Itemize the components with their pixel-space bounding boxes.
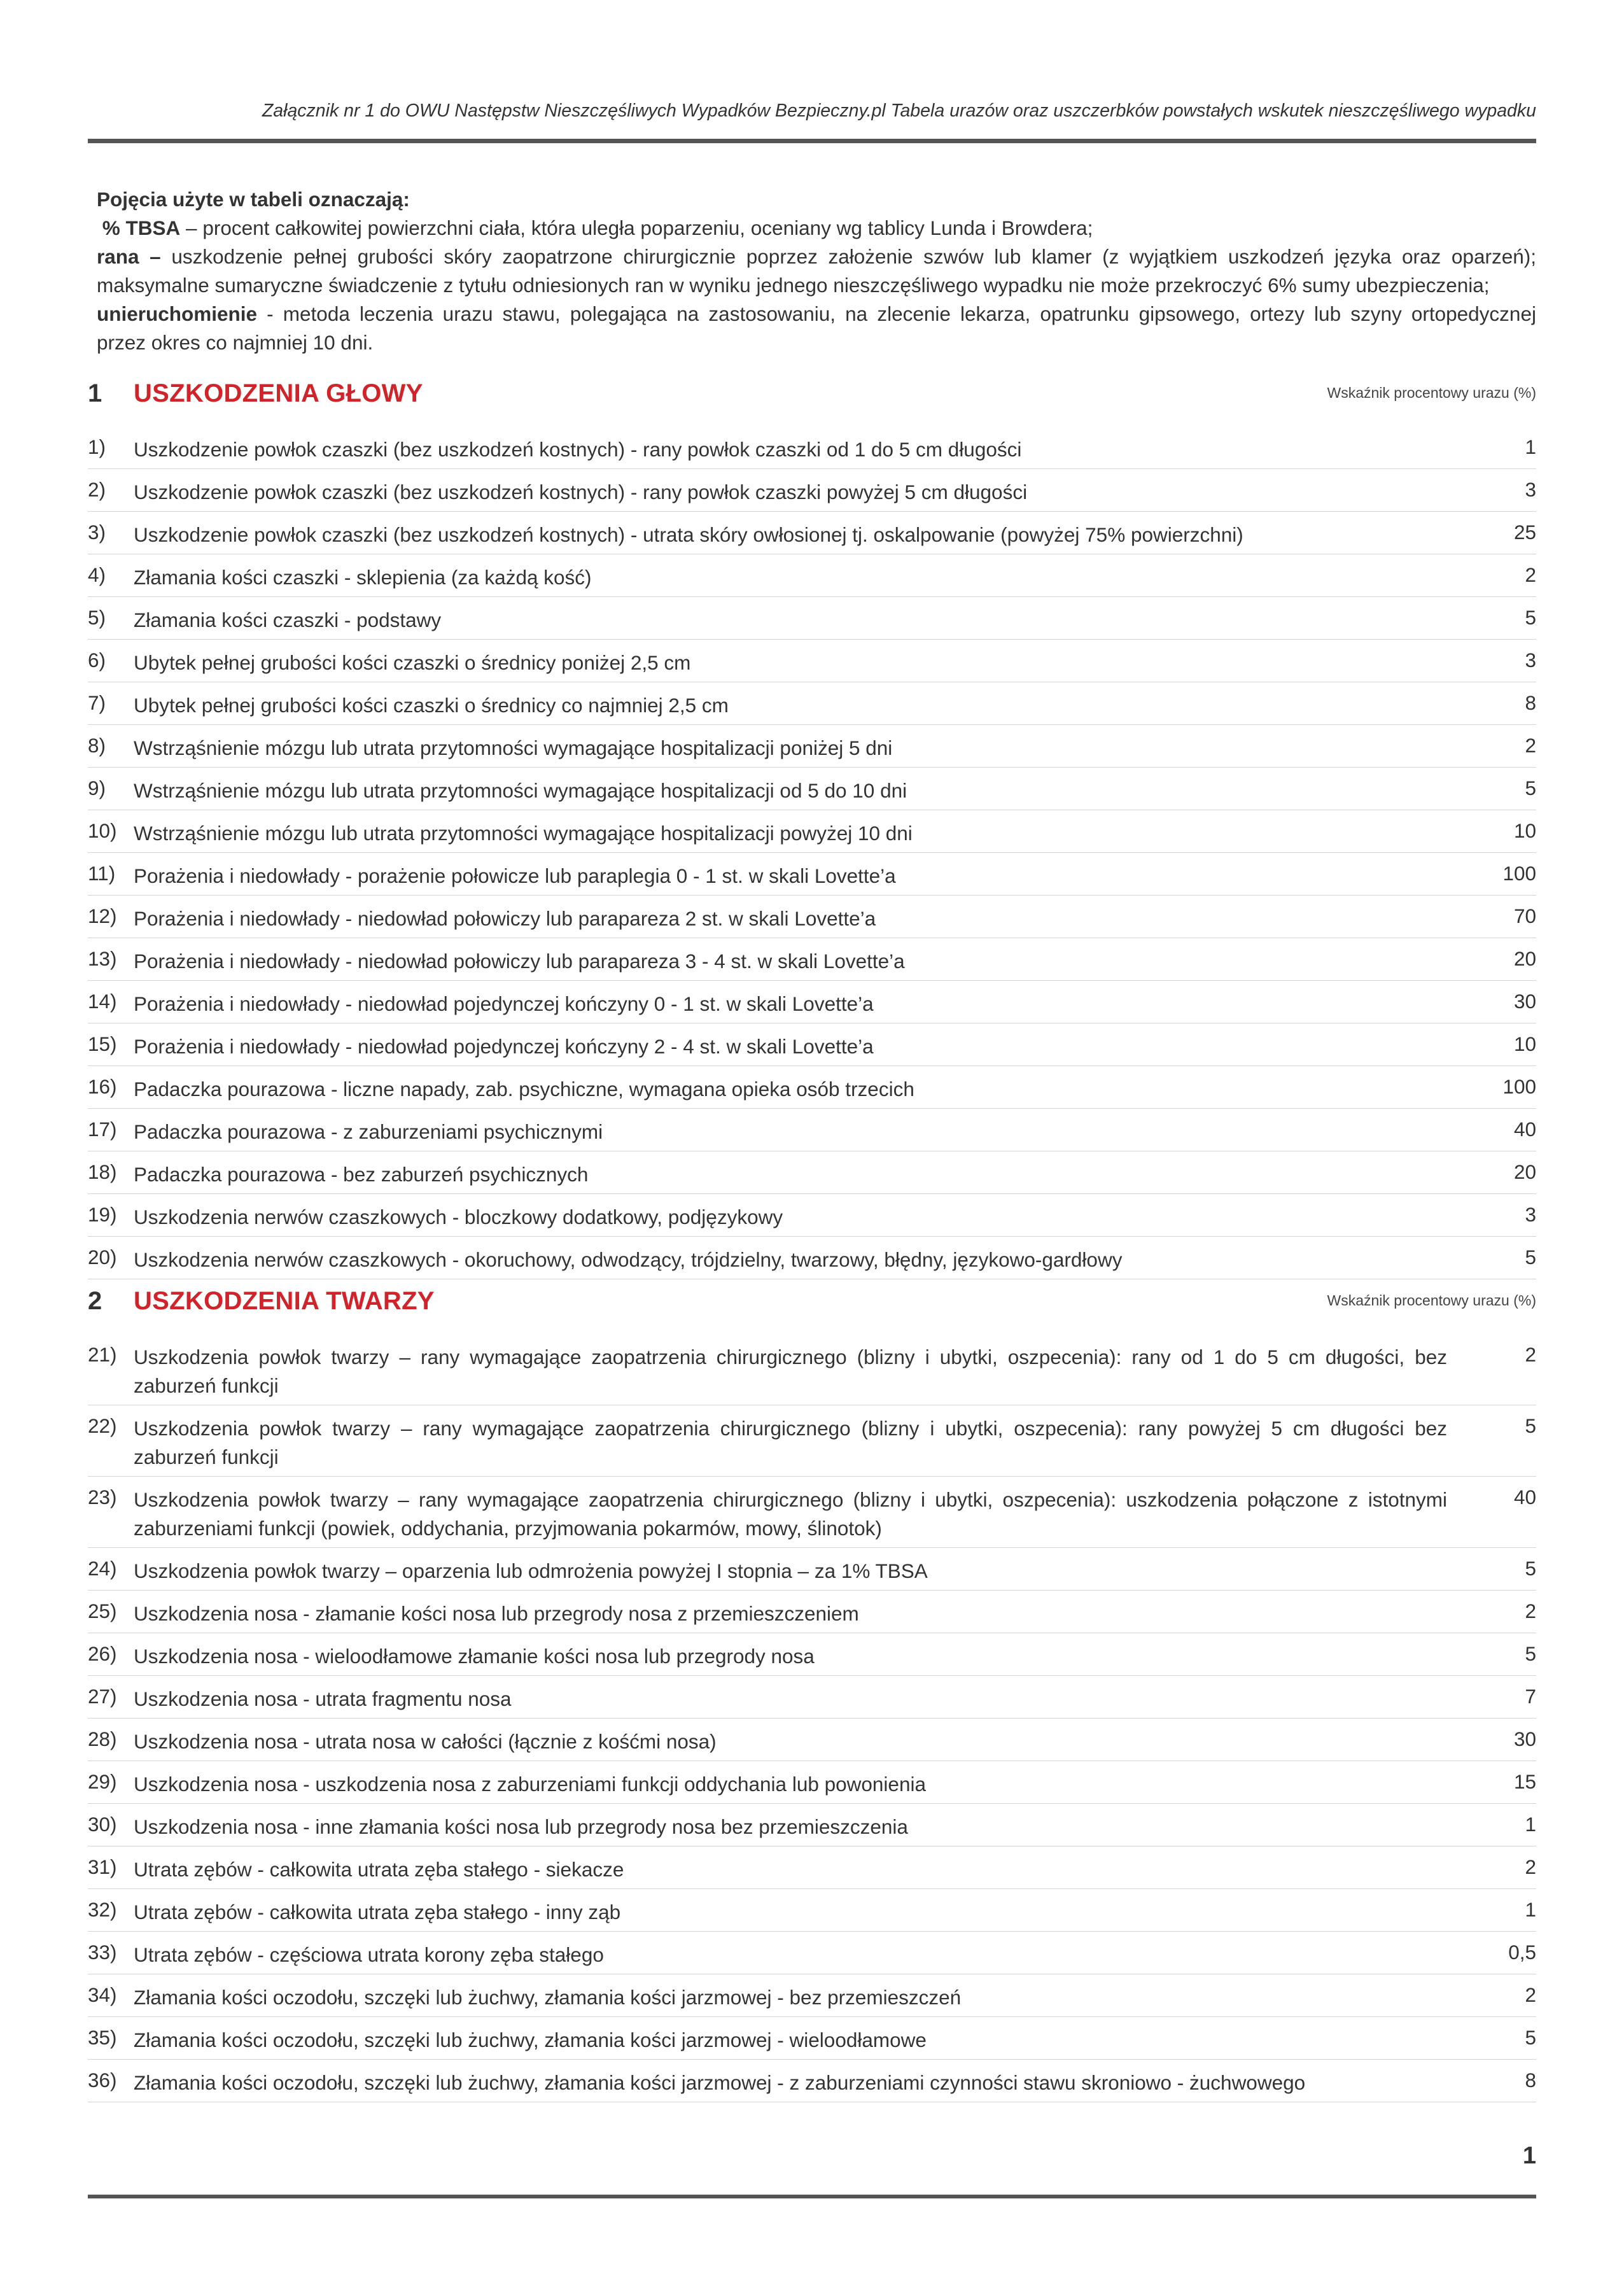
row-description: Uszkodzenia nerwów czaszkowych - bloczkowy dodatkowy, podjęzykowy: [134, 1206, 783, 1228]
row-percentage: 5: [1525, 1557, 1536, 1580]
row-number: 23): [88, 1486, 117, 1508]
row-description: Porażenia i niedowłady - niedowład pojedynczej kończyny 0 - 1 st. w skali Lovette’a: [134, 992, 874, 1015]
table-row: [88, 1334, 1536, 1405]
row-number: 4): [88, 563, 106, 586]
definitions-title: Pojęcia użyte w tabeli oznaczają:: [97, 188, 410, 211]
row-percentage: 5: [1525, 606, 1536, 629]
row-percentage: 5: [1525, 1414, 1536, 1437]
row-number: 11): [88, 862, 116, 885]
row-number: 21): [88, 1343, 117, 1366]
row-percentage: 2: [1525, 1855, 1536, 1878]
row-number: 22): [88, 1414, 117, 1437]
table-row: [88, 810, 1536, 853]
row-number: 19): [88, 1203, 117, 1226]
row-number: 31): [88, 1855, 117, 1878]
row-number: 30): [88, 1813, 117, 1836]
row-percentage: 5: [1525, 777, 1536, 799]
row-description: Wstrząśnienie mózgu lub utrata przytomności wymagające hospitalizacji powyżej 10 dni: [134, 822, 913, 845]
row-number: 10): [88, 819, 117, 842]
row-description: Uszkodzenia powłok twarzy – oparzenia lub odmrożenia powyżej I stopnia – za 1% TBSA: [134, 1559, 928, 1582]
table-row: [88, 1633, 1536, 1676]
table-row: [88, 1237, 1536, 1279]
row-description: Uszkodzenia powłok twarzy – rany wymagające zaopatrzenia chirurgicznego (blizny i ubytki, oszpecenia): rany powyżej 5 cm długości bez zaburzeń funkcji: [134, 1417, 1447, 1468]
row-number: 26): [88, 1642, 117, 1665]
table-row: [88, 1194, 1536, 1237]
row-number: 24): [88, 1557, 117, 1580]
table-row: [88, 1974, 1536, 2017]
row-percentage: 70: [1513, 904, 1536, 927]
row-description: Uszkodzenia nosa - utrata nosa w całości (łącznie z kośćmi nosa): [134, 1730, 717, 1753]
definitions-block: [97, 185, 1536, 357]
row-description: Padaczka pourazowa - liczne napady, zab. psychiczne, wymagana opieka osób trzecich: [134, 1078, 914, 1100]
row-description: Padaczka pourazowa - z zaburzeniami psychicznymi: [134, 1120, 603, 1143]
row-percentage: 2: [1525, 1983, 1536, 2006]
row-number: 25): [88, 1600, 117, 1622]
row-percentage: 1: [1525, 1898, 1536, 1921]
row-percentage: 1: [1525, 435, 1536, 458]
row-number: 6): [88, 649, 106, 671]
table-row: [88, 2060, 1536, 2102]
table-row: [88, 640, 1536, 682]
section-head-injuries: [88, 372, 1536, 1279]
table-row: [88, 768, 1536, 810]
page-number: 1: [1522, 2142, 1536, 2169]
definition-tbsa: [97, 214, 1536, 243]
row-number: 36): [88, 2069, 117, 2092]
definition-rana: [97, 243, 1536, 271]
row-percentage: 2: [1525, 563, 1536, 586]
row-description: Złamania kości czaszki - podstawy: [134, 608, 442, 631]
row-description: Porażenia i niedowłady - niedowład połowiczy lub parapareza 2 st. w skali Lovette’a: [134, 907, 876, 930]
section-header: [88, 372, 1536, 426]
table-row: [88, 981, 1536, 1023]
table-row: [88, 1804, 1536, 1846]
row-percentage: 40: [1513, 1486, 1536, 1508]
row-number: 13): [88, 947, 117, 970]
table-row: [88, 1761, 1536, 1804]
section-number: 2: [88, 1287, 102, 1315]
row-percentage: 2: [1525, 1600, 1536, 1622]
row-percentage: 8: [1525, 691, 1536, 714]
row-number: 7): [88, 691, 106, 714]
table-row: [88, 725, 1536, 768]
row-number: 2): [88, 478, 106, 501]
row-description: Uszkodzenie powłok czaszki (bez uszkodzeń kostnych) - rany powłok czaszki powyżej 5 cm długości: [134, 481, 1028, 503]
row-description: Ubytek pełnej grubości kości czaszki o średnicy co najmniej 2,5 cm: [134, 694, 729, 717]
table-row: [88, 1591, 1536, 1633]
row-number: 27): [88, 1685, 117, 1708]
definition-term: unieruchomienie: [97, 302, 258, 325]
definition-term: % TBSA: [102, 216, 181, 239]
table-row: [88, 1932, 1536, 1974]
row-number: 34): [88, 1983, 117, 2006]
row-number: 3): [88, 521, 106, 544]
row-percentage: 100: [1502, 862, 1536, 885]
row-number: 20): [88, 1246, 117, 1269]
table-row: [88, 1023, 1536, 1066]
row-number: 12): [88, 904, 117, 927]
row-percentage: 15: [1513, 1770, 1536, 1793]
row-number: 1): [88, 435, 106, 458]
row-description: Uszkodzenie powłok czaszki (bez uszkodzeń kostnych) - utrata skóry owłosionej tj. oskalpowanie (powyżej 75% powierzchni): [134, 523, 1243, 546]
definition-rana-continuation: maksymalne sumaryczne świadczenie z tytułu odniesionych ran w wyniku jednego nieszczęśliwego wypadku nie może przekroczyć 6% sumy ubezpieczenia;: [97, 274, 1490, 297]
row-number: 16): [88, 1075, 117, 1098]
row-description: Uszkodzenia nosa - utrata fragmentu nosa: [134, 1687, 512, 1710]
row-percentage: 5: [1525, 2026, 1536, 2049]
section-face-injuries: [88, 1279, 1536, 2102]
table-row: [88, 1719, 1536, 1761]
table-row: [88, 1477, 1536, 1548]
table-row: [88, 1548, 1536, 1591]
row-number: 17): [88, 1118, 117, 1141]
row-description: Porażenia i niedowłady - niedowład połowiczy lub parapareza 3 - 4 st. w skali Lovette’a: [134, 950, 905, 973]
page-header-title: Załącznik nr 1 do OWU Następstw Nieszczęśliwych Wypadków Bezpieczny.pl Tabela urazów oraz uszczerbków powstałych wskutek nieszczęśliwego wypadku: [262, 101, 1536, 121]
row-percentage: 0,5: [1508, 1941, 1536, 1964]
table-row: [88, 512, 1536, 554]
row-percentage: 2: [1525, 1343, 1536, 1366]
row-percentage: 1: [1525, 1813, 1536, 1836]
definition-text: uszkodzenie pełnej grubości skóry zaopatrzone chirurgicznie poprzez założenie szwów lub klamer (z wyjątkiem uszkodzeń języka oraz oparzeń);: [171, 245, 1536, 268]
row-number: 15): [88, 1032, 117, 1055]
row-number: 18): [88, 1160, 117, 1183]
section-header: [88, 1279, 1536, 1334]
row-description: Utrata zębów - częściowa utrata korony zęba stałego: [134, 1943, 604, 1966]
row-percentage: 5: [1525, 1642, 1536, 1665]
indicator-column-label: Wskaźnik procentowy urazu (%): [1327, 384, 1536, 401]
table-row: [88, 938, 1536, 981]
row-description: Ubytek pełnej grubości kości czaszki o średnicy poniżej 2,5 cm: [134, 651, 691, 674]
table-row: [88, 853, 1536, 896]
row-number: 8): [88, 734, 106, 757]
row-description: Porażenia i niedowłady - porażenie połowicze lub paraplegia 0 - 1 st. w skali Lovette’a: [134, 864, 896, 887]
table-row: [88, 1151, 1536, 1194]
row-description: Wstrząśnienie mózgu lub utrata przytomności wymagające hospitalizacji od 5 do 10 dni: [134, 779, 907, 802]
row-description: Uszkodzenia nosa - inne złamania kości nosa lub przegrody nosa bez przemieszczenia: [134, 1815, 908, 1838]
row-number: 28): [88, 1727, 117, 1750]
row-number: 14): [88, 990, 117, 1013]
row-percentage: 100: [1502, 1075, 1536, 1098]
row-description: Wstrząśnienie mózgu lub utrata przytomności wymagające hospitalizacji poniżej 5 dni: [134, 736, 893, 759]
row-number: 29): [88, 1770, 117, 1793]
row-description: Złamania kości czaszki - sklepienia (za każdą kość): [134, 566, 592, 589]
row-percentage: 30: [1513, 990, 1536, 1013]
definition-text: - metoda leczenia urazu stawu, polegająca na zastosowaniu, na zlecenie lekarza, opatrunku gipsowego, ortezy lub szyny ortopedycznej: [267, 302, 1536, 325]
row-percentage: 3: [1525, 478, 1536, 501]
table-row: [88, 1066, 1536, 1109]
row-number: 9): [88, 777, 106, 799]
row-description: Utrata zębów - całkowita utrata zęba stałego - inny ząb: [134, 1901, 621, 1923]
table-row: [88, 554, 1536, 597]
table-row: [88, 469, 1536, 512]
table-row: [88, 1846, 1536, 1889]
row-description: Złamania kości oczodołu, szczęki lub żuchwy, złamania kości jarzmowej - wieloodłamowe: [134, 2028, 927, 2051]
row-percentage: 8: [1525, 2069, 1536, 2092]
table-row: [88, 2017, 1536, 2060]
row-description: Uszkodzenia nosa - uszkodzenia nosa z zaburzeniami funkcji oddychania lub powonienia: [134, 1773, 926, 1796]
row-description: Uszkodzenia powłok twarzy – rany wymagające zaopatrzenia chirurgicznego (blizny i ubytki, oszpecenia): rany od 1 do 5 cm długości, bez zaburzeń funkcji: [134, 1346, 1447, 1397]
row-percentage: 2: [1525, 734, 1536, 757]
definition-unieruchomienie-continuation: przez okres co najmniej 10 dni.: [97, 331, 374, 354]
table-row: [88, 597, 1536, 640]
table-row: [88, 1889, 1536, 1932]
row-percentage: 30: [1513, 1727, 1536, 1750]
section-title: USZKODZENIA TWARZY: [134, 1287, 435, 1315]
table-row: [88, 682, 1536, 725]
row-number: 32): [88, 1898, 117, 1921]
row-description: Złamania kości oczodołu, szczęki lub żuchwy, złamania kości jarzmowej - z zaburzeniami czynności stawu skroniowo - żuchwowego: [134, 2071, 1306, 2094]
row-description: Uszkodzenia powłok twarzy – rany wymagające zaopatrzenia chirurgicznego (blizny i ubytki, oszpecenia): uszkodzenia połączone z istotnymi zaburzeniami funkcji (powiek, oddychania, przyjmowania pokarmów, mowy, ślinotok): [134, 1488, 1447, 1540]
row-description: Porażenia i niedowłady - niedowład pojedynczej kończyny 2 - 4 st. w skali Lovette’a: [134, 1035, 874, 1058]
section-number: 1: [88, 379, 102, 407]
row-percentage: 20: [1513, 1160, 1536, 1183]
row-percentage: 3: [1525, 1203, 1536, 1226]
row-percentage: 20: [1513, 947, 1536, 970]
definition-term: rana –: [97, 245, 161, 268]
row-description: Utrata zębów - całkowita utrata zęba stałego - siekacze: [134, 1858, 624, 1881]
table-row: [88, 1676, 1536, 1719]
row-description: Uszkodzenia nerwów czaszkowych - okoruchowy, odwodzący, trójdzielny, twarzowy, błędny, językowo-gardłowy: [134, 1248, 1123, 1271]
row-description: Złamania kości oczodołu, szczęki lub żuchwy, złamania kości jarzmowej - bez przemieszczeń: [134, 1986, 962, 2009]
row-number: 35): [88, 2026, 117, 2049]
indicator-column-label: Wskaźnik procentowy urazu (%): [1327, 1292, 1536, 1309]
definition-unieruchomienie: [97, 300, 1536, 328]
row-percentage: 25: [1513, 521, 1536, 544]
table-row: [88, 1109, 1536, 1151]
row-description: Uszkodzenie powłok czaszki (bez uszkodzeń kostnych) - rany powłok czaszki od 1 do 5 cm długości: [134, 438, 1022, 461]
definition-text: – procent całkowitej powierzchni ciała, która uległa poparzeniu, oceniany wg tablicy Lunda i Browdera;: [186, 216, 1093, 239]
row-percentage: 3: [1525, 649, 1536, 671]
header-divider: [88, 139, 1536, 143]
row-percentage: 10: [1513, 819, 1536, 842]
row-description: Uszkodzenia nosa - złamanie kości nosa lub przegrody nosa z przemieszczeniem: [134, 1602, 859, 1625]
table-row: [88, 1405, 1536, 1477]
row-percentage: 5: [1525, 1246, 1536, 1269]
row-description: Uszkodzenia nosa - wieloodłamowe złamanie kości nosa lub przegrody nosa: [134, 1645, 815, 1668]
row-percentage: 40: [1513, 1118, 1536, 1141]
row-percentage: 7: [1525, 1685, 1536, 1708]
row-percentage: 10: [1513, 1032, 1536, 1055]
row-description: Padaczka pourazowa - bez zaburzeń psychicznych: [134, 1163, 589, 1186]
table-row: [88, 426, 1536, 469]
row-number: 5): [88, 606, 106, 629]
section-title: USZKODZENIA GŁOWY: [134, 379, 423, 407]
table-row: [88, 896, 1536, 938]
footer-divider: [88, 2195, 1536, 2198]
row-number: 33): [88, 1941, 117, 1964]
